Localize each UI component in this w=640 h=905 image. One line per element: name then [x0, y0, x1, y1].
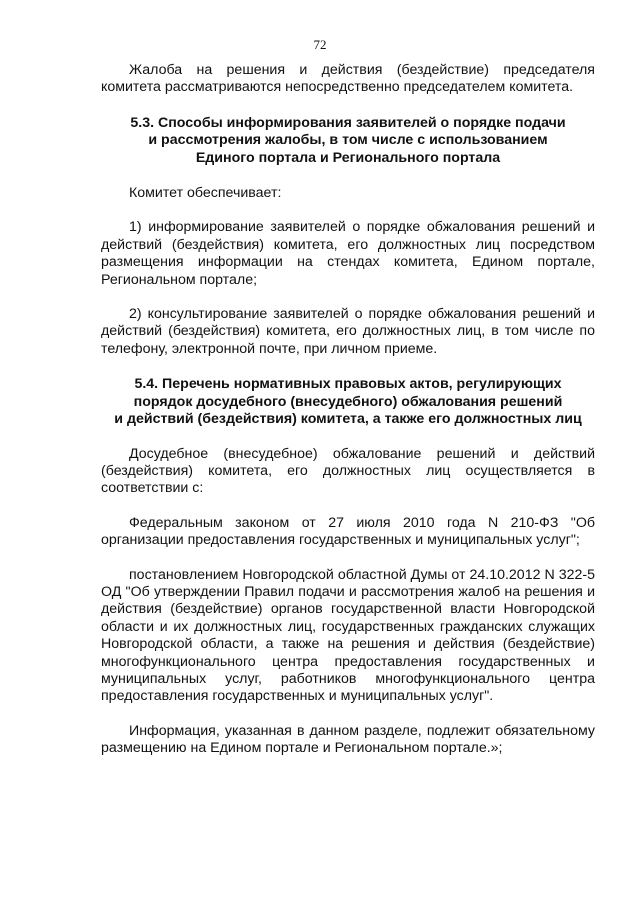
paragraph-committee-provides: Комитет обеспечивает:: [129, 185, 282, 202]
heading-line: порядок досудебного (внесудебного) обжалования решений: [133, 393, 563, 410]
paragraph-item-2-consulting: 2) консультирование заявителей о порядке обжалования решений и действий (бездействия) комитета, его должностных лиц, в том числе по телефону, электронной почте, при личном приеме.: [101, 306, 595, 357]
page-number: 72: [313, 37, 327, 52]
heading-line: 5.3. Способы информирования заявителей о порядке подачи: [130, 114, 566, 131]
heading-line: 5.4. Перечень нормативных правовых актов, регулирующих: [134, 376, 562, 393]
paragraph-pretrial-appeal: Досудебное (внесудебное) обжалование решений и действий (бездействия) комитета, его должностных лиц осуществляется в соответствии с:: [101, 445, 595, 497]
paragraph-regional-resolution: постановлением Новгородской областной Думы от 24.10.2012 N 322-5 ОД "Об утверждении Правил подачи и рассмотрения жалоб на решения и действия (бездействие) органов государственной власти Новгородской области и их должностных лиц, государственных гражданских служащих Новгородской области, а также на решения и действия (бездействие) многофункционального центра предоставления государственных и муниципальных услуг, работников многофункционального центра предоставления государственных и муниципальных услуг".: [101, 566, 595, 705]
heading-line: Единого портала и Регионального портала: [195, 149, 501, 166]
heading-line: и рассмотрения жалобы, в том числе с использованием: [148, 132, 548, 149]
section-heading-5-4: [101, 376, 595, 428]
document-body: [101, 62, 595, 758]
paragraph-complaint-chairman: Жалоба на решения и действия (бездействие) председателя комитета рассматриваются непосредственно председателем комитета.: [101, 62, 595, 96]
heading-line: и действий (бездействия) комитета, а также его должностных лиц: [114, 411, 582, 428]
paragraph-federal-law: Федеральным законом от 27 июля 2010 года N 210-ФЗ "Об организации предоставления государственных и муниципальных услуг";: [101, 514, 595, 549]
section-heading-5-3: [101, 115, 595, 167]
paragraph-information-placement: Информация, указанная в данном разделе, подлежит обязательному размещению на Едином портале и Региональном портале.»;: [101, 722, 595, 757]
paragraph-item-1-informing: 1) информирование заявителей о порядке обжалования решений и действий (бездействия) комитета, его должностных лиц посредством размещения информации на стендах комитета, Едином портале, Региональном портале;: [101, 219, 595, 288]
